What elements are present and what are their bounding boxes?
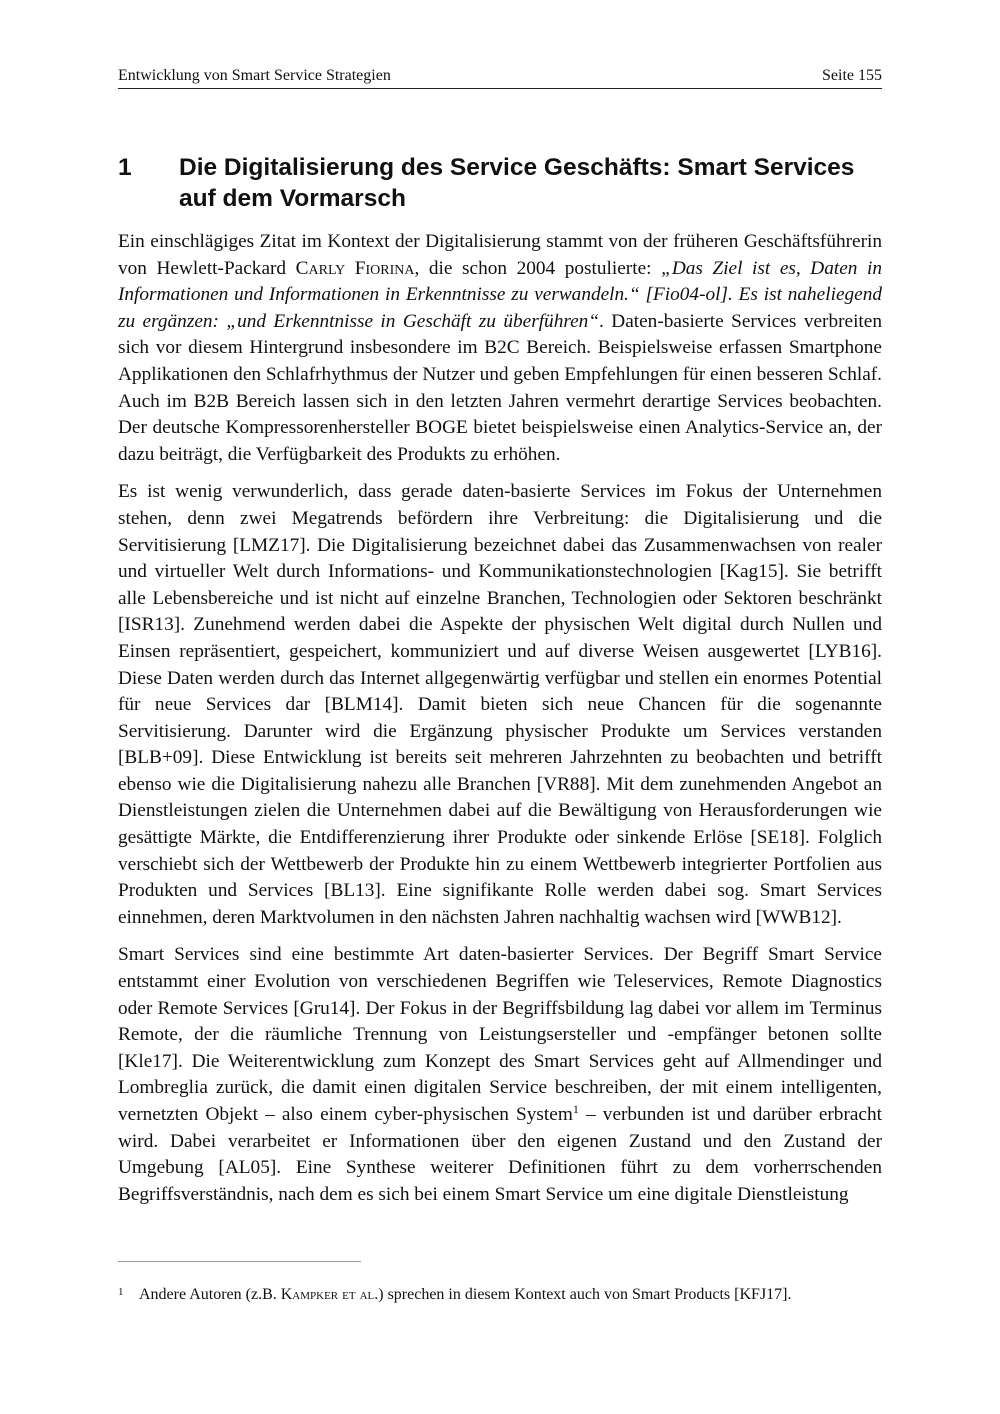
footnote-divider xyxy=(118,1261,361,1262)
footnote xyxy=(118,1285,882,1305)
running-title: Entwicklung von Smart Service Strategien xyxy=(118,67,391,84)
footnote-reference[interactable]: 1 xyxy=(572,1102,579,1116)
footnote-author: Kampker et al. xyxy=(280,1286,379,1303)
body-text xyxy=(118,229,882,1219)
chapter-title: Die Digitalisierung des Service Geschäfts: Smart Services auf dem Vormarsch xyxy=(179,154,855,212)
quotation: „Das Ziel ist es, Daten in Informationen und Informationen in Erkenntnisse zu verwandeln.“ [Fio04-ol]. Es ist naheliegend zu ergänzen: „und Erkenntnisse in Geschäft zu überführen“ xyxy=(118,257,882,332)
paragraph-text: – verbunden ist und darüber erbracht wird. Dabei verarbeitet er Informationen über den eigenen Zustand und den Zustand der Umgebung [AL05]. Eine Synthese weiterer Definitionen führt zu dem vorherrschenden Begriffsverständnis, nach dem es sich bei einem Smart Service um eine digitale Dienstleistung xyxy=(118,1104,882,1205)
footnote-mark: 1 xyxy=(118,1286,124,1298)
paragraph-text: Smart Services sind eine bestimmte Art daten-basierter Services. Der Begriff Smart Service entstammt einer Evolution von verschiedenen Begriffen wie Teleservices, Remote Diagnostics oder Remote Services [Gru14]. Der Fokus in der Begriffsbildung lag dabei vor allem im Terminus Remote, der die räumliche Trennung von Leistungsersteller und -empfänger betonen sollte [Kle17]. Die Weiterentwicklung zum Konzept des Smart Services geht auf Allmendinger und Lombreglia zurück, die damit einen digitalen Service beschreiben, der mit einem intelligenten, vernetzten Objekt – also einem cyber-physischen System xyxy=(118,944,882,1125)
paragraph-2: Es ist wenig verwunderlich, dass gerade daten-basierte Services im Fokus der Unternehmen stehen, denn zwei Megatrends befördern ihre Verbreitung: die Digitalisierung und die Servitisierung [LMZ17]. Die Digitalisierung bezeichnet dabei das Zusammenwachsen von realer und virtueller Welt durch Informations- und Kommunikationstechnologien [Kag15]. Sie betrifft alle Lebensbereiche und ist nicht auf einzelne Branchen, Technologien oder Sektoren beschränkt [ISR13]. Zunehmend werden dabei die Aspekte der physischen Welt digital durch Nullen und Einsen repräsentiert, gespeichert, kommuniziert und auf diverse Weisen ausgewertet [LYB16]. Diese Daten werden durch das Internet allgegenwärtig verfügbar und stellen ein enormes Potential für neue Services dar [BLM14]. Damit bieten sich neue Chancen für die sogenannte Servitisierung. Darunter wird die Ergänzung physischer Produkte um Services verstanden [BLB+09]. Diese Entwicklung ist bereits seit mehreren Jahrzehnten zu beobachten und betrifft ebenso wie die Digitalisierung nahezu alle Branchen [VR88]. Mit dem zunehmenden Angebot an Dienstleistungen zielen die Unternehmen dabei auf die Bewältigung von Herausforderungen wie gesättigte Märkte, die Entdifferenzierung ihrer Produkte oder sinkende Erlöse [SE18]. Folglich verschiebt sich der Wettbewerb der Produkte hin zu einem Wettbewerb integrierter Portfolien aus Produkten und Services [BL13]. Eine signifikante Rolle werden dabei sog. Smart Services einnehmen, deren Marktvolumen in den nächsten Jahren nachhaltig wachsen wird [WWB12]. xyxy=(118,481,882,928)
chapter-heading xyxy=(118,152,882,214)
footnote-text-part: Andere Autoren (z.B. xyxy=(139,1286,281,1303)
paragraph-text: . Daten-basierte Services verbreiten sich vor diesem Hintergrund insbesondere im B2C Bereich. Beispielsweise erfassen Smartphone Applikationen den Schlafrhythmus der Nutzer und geben Empfehlungen für einen besseren Schlaf. Auch im B2B Bereich lassen sich in den letzten Jahren vermehrt derartige Services beobachten. Der deutsche Kompressorenhersteller BOGE bietet beispielsweise einen Analytics-Service an, der dazu beiträgt, die Verfügbarkeit des Produkts zu erhöhen. xyxy=(118,310,882,465)
paragraph-text: , die schon 2004 postulierte: xyxy=(414,257,662,279)
chapter-number: 1 xyxy=(118,154,132,181)
paragraph-3 xyxy=(118,942,882,1208)
running-header xyxy=(118,66,882,89)
person-name: Carly Fiorina xyxy=(295,257,415,279)
page-number: Seite 155 xyxy=(822,67,882,84)
footnote-text xyxy=(139,1285,882,1305)
footnote-text-part: ) sprechen in diesem Kontext auch von Smart Products [KFJ17]. xyxy=(378,1286,792,1303)
paragraph-text: Ein einschlägiges Zitat im Kontext der Digitalisierung stammt von der früheren Geschäftsführerin von Hewlett-Packard xyxy=(118,231,882,279)
paragraph-1 xyxy=(118,229,882,468)
